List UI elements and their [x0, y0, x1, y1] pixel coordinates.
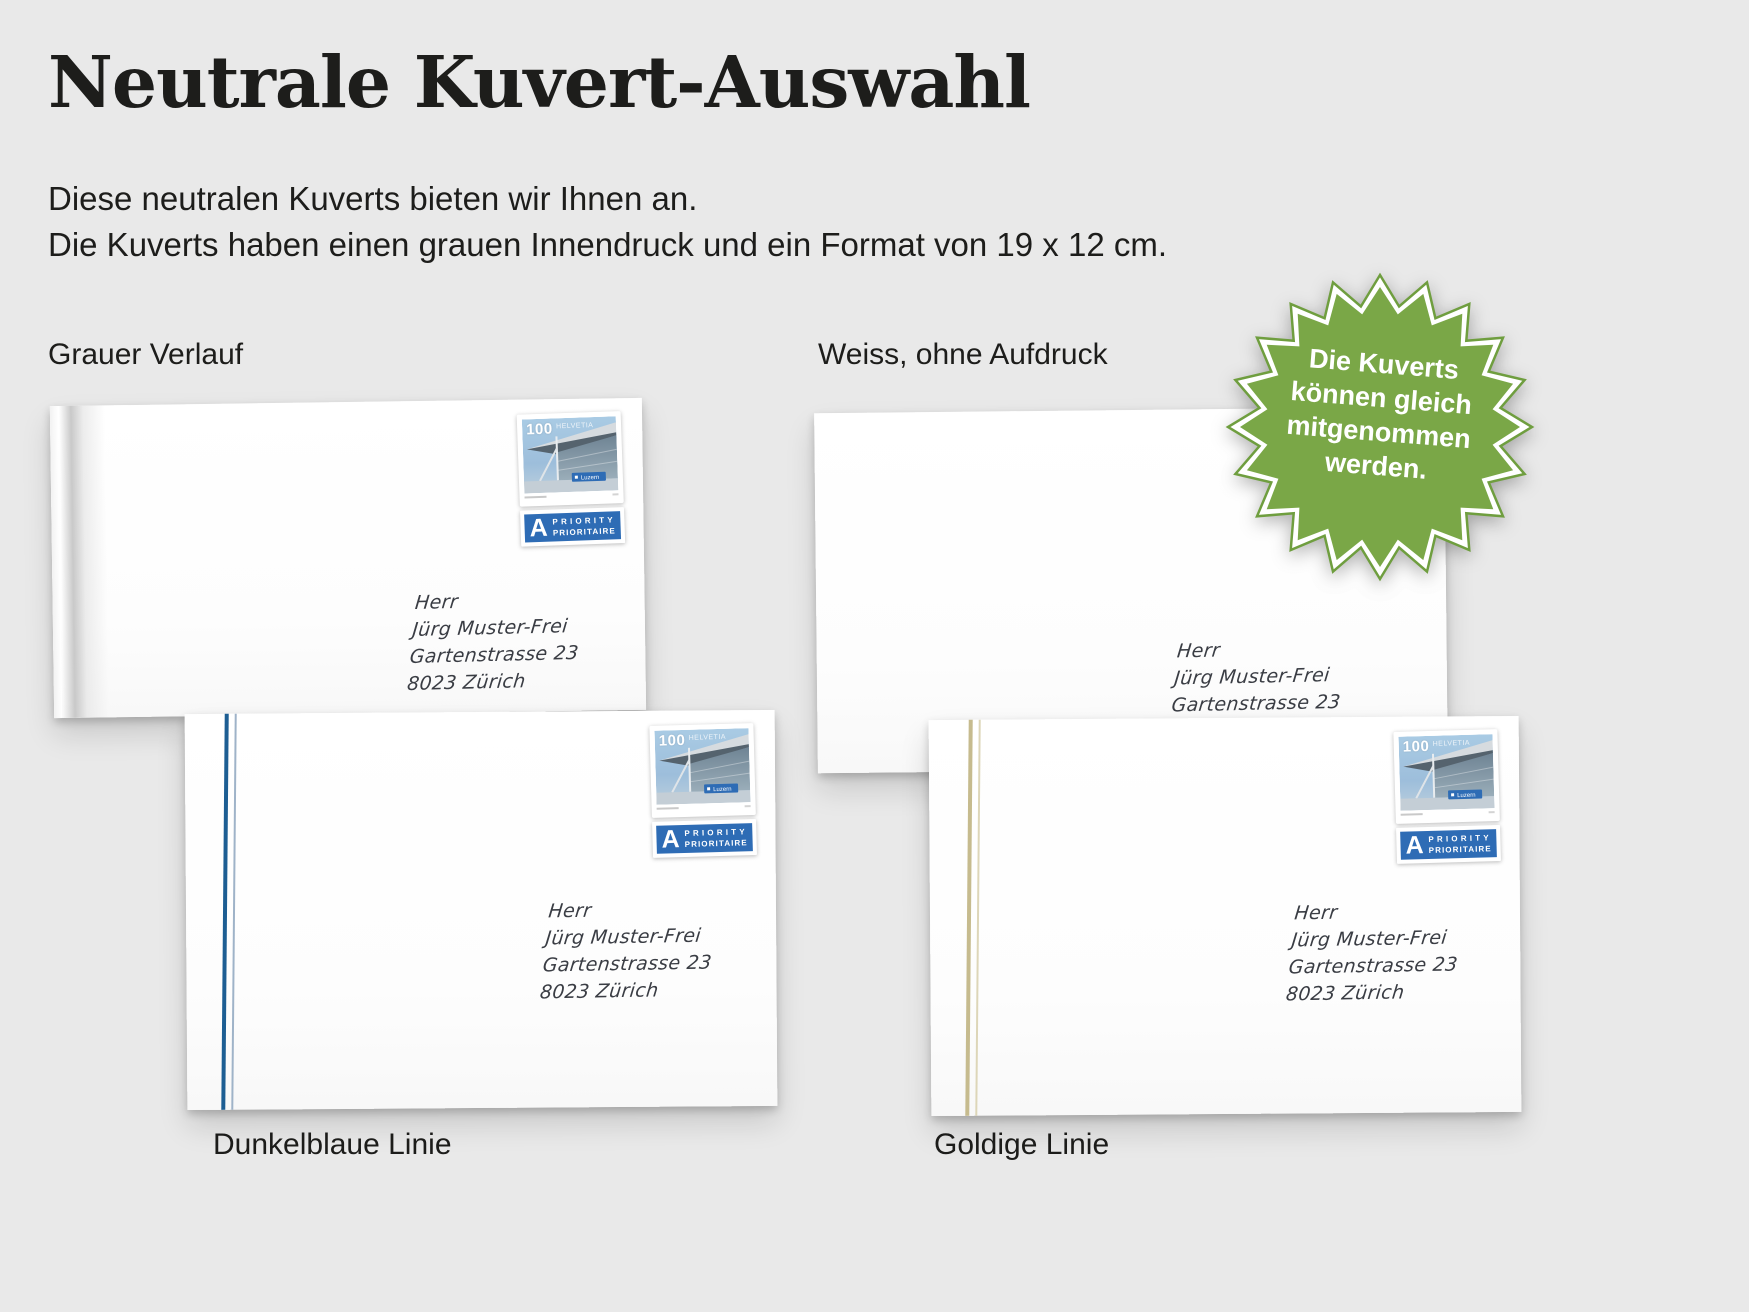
priority-label: [520, 507, 625, 547]
stamp-value: 100: [658, 731, 686, 750]
stamp-microtext: [1401, 810, 1495, 819]
priority-line-en: PRIORITY: [1428, 833, 1492, 844]
stamp-image: [654, 728, 750, 805]
label-goldige-linie: Goldige Linie: [934, 1128, 1110, 1161]
priority-letter: A: [661, 824, 680, 854]
address-block: [1284, 897, 1464, 1008]
intro-line-1: Diese neutralen Kuverts bieten wir Ihnen an.: [48, 180, 698, 217]
stamp-block: [517, 411, 626, 547]
priority-label: [652, 819, 757, 858]
priority-label: [1396, 825, 1501, 864]
address-line: 8023 Zürich: [538, 979, 660, 1004]
page-title: Neutrale Kuvert-Auswahl: [48, 40, 1031, 124]
envelope-goldige-linie[interactable]: [929, 716, 1522, 1116]
priority-letter: A: [529, 513, 549, 542]
priority-line-fr: PRIORITAIRE: [684, 838, 748, 849]
stamp-country: HELVETIA: [555, 422, 594, 431]
address-block: [539, 895, 719, 1006]
address-line: Jürg Muster-Frei: [1173, 664, 1331, 690]
badge-line: werden.: [1323, 446, 1429, 485]
stamp-value: 100: [1402, 737, 1430, 756]
address-line: Gartenstrasse 23: [541, 951, 713, 977]
address-line: Gartenstrasse 23: [1287, 953, 1459, 979]
stamp-country: HELVETIA: [688, 733, 727, 742]
stamp-value: 100: [525, 420, 553, 439]
address-line: Herr: [414, 590, 460, 614]
stamp-image: [1398, 734, 1494, 811]
intro-line-2: Die Kuverts haben einen grauen Innendruck und ein Format von 19 x 12 cm.: [48, 226, 1168, 263]
stamp-image: [522, 416, 619, 493]
address-line: 8023 Zürich: [406, 670, 527, 696]
address-line: Herr: [1176, 639, 1222, 663]
intro-text: [48, 176, 1167, 268]
svg-text:Luzern: Luzern: [713, 786, 732, 794]
priority-line-en: PRIORITY: [552, 515, 616, 527]
priority-line-fr: PRIORITAIRE: [552, 526, 617, 538]
stamp-block: [649, 723, 757, 858]
address-line: Jürg Muster-Frei: [411, 615, 569, 642]
address-line: Gartenstrasse 23: [408, 641, 580, 669]
label-grauer-verlauf: Grauer Verlauf: [48, 338, 244, 371]
address-line: Jürg Muster-Frei: [1290, 926, 1449, 952]
helvetia-stamp: [517, 411, 624, 507]
stamp-country: HELVETIA: [1432, 739, 1471, 748]
stamp-microtext: [657, 804, 751, 813]
address-line: Herr: [547, 899, 593, 923]
address-line: Herr: [1293, 901, 1339, 925]
envelope-dunkelblaue-linie[interactable]: [185, 710, 778, 1110]
priority-line-fr: PRIORITAIRE: [1428, 844, 1492, 855]
priority-letter: A: [1405, 830, 1424, 860]
helvetia-stamp: [649, 723, 756, 818]
stamp-block: [1393, 729, 1501, 864]
svg-text:Luzern: Luzern: [1457, 792, 1476, 800]
priority-line-en: PRIORITY: [684, 827, 748, 838]
address-line: Jürg Muster-Frei: [544, 924, 703, 950]
stamp-microtext: [524, 492, 618, 501]
envelope-grauer-verlauf[interactable]: [50, 398, 646, 718]
badge-line: mitgenommen: [1285, 409, 1472, 455]
helvetia-stamp: [1393, 729, 1500, 824]
address-block: [406, 586, 585, 698]
label-dunkelblaue-linie: Dunkelblaue Linie: [213, 1128, 452, 1161]
badge-text: [1245, 337, 1515, 493]
badge-line: können gleich: [1289, 375, 1473, 421]
gray-gradient-strip: [59, 405, 109, 718]
badge-line: Die Kuverts: [1308, 343, 1460, 385]
address-line: 8023 Zürich: [1284, 981, 1406, 1006]
label-weiss-ohne-aufdruck: Weiss, ohne Aufdruck: [818, 338, 1108, 371]
svg-text:Luzern: Luzern: [580, 474, 600, 482]
starburst-badge: [1225, 272, 1535, 582]
address-line: Gartenstrasse 23: [1170, 690, 1342, 717]
